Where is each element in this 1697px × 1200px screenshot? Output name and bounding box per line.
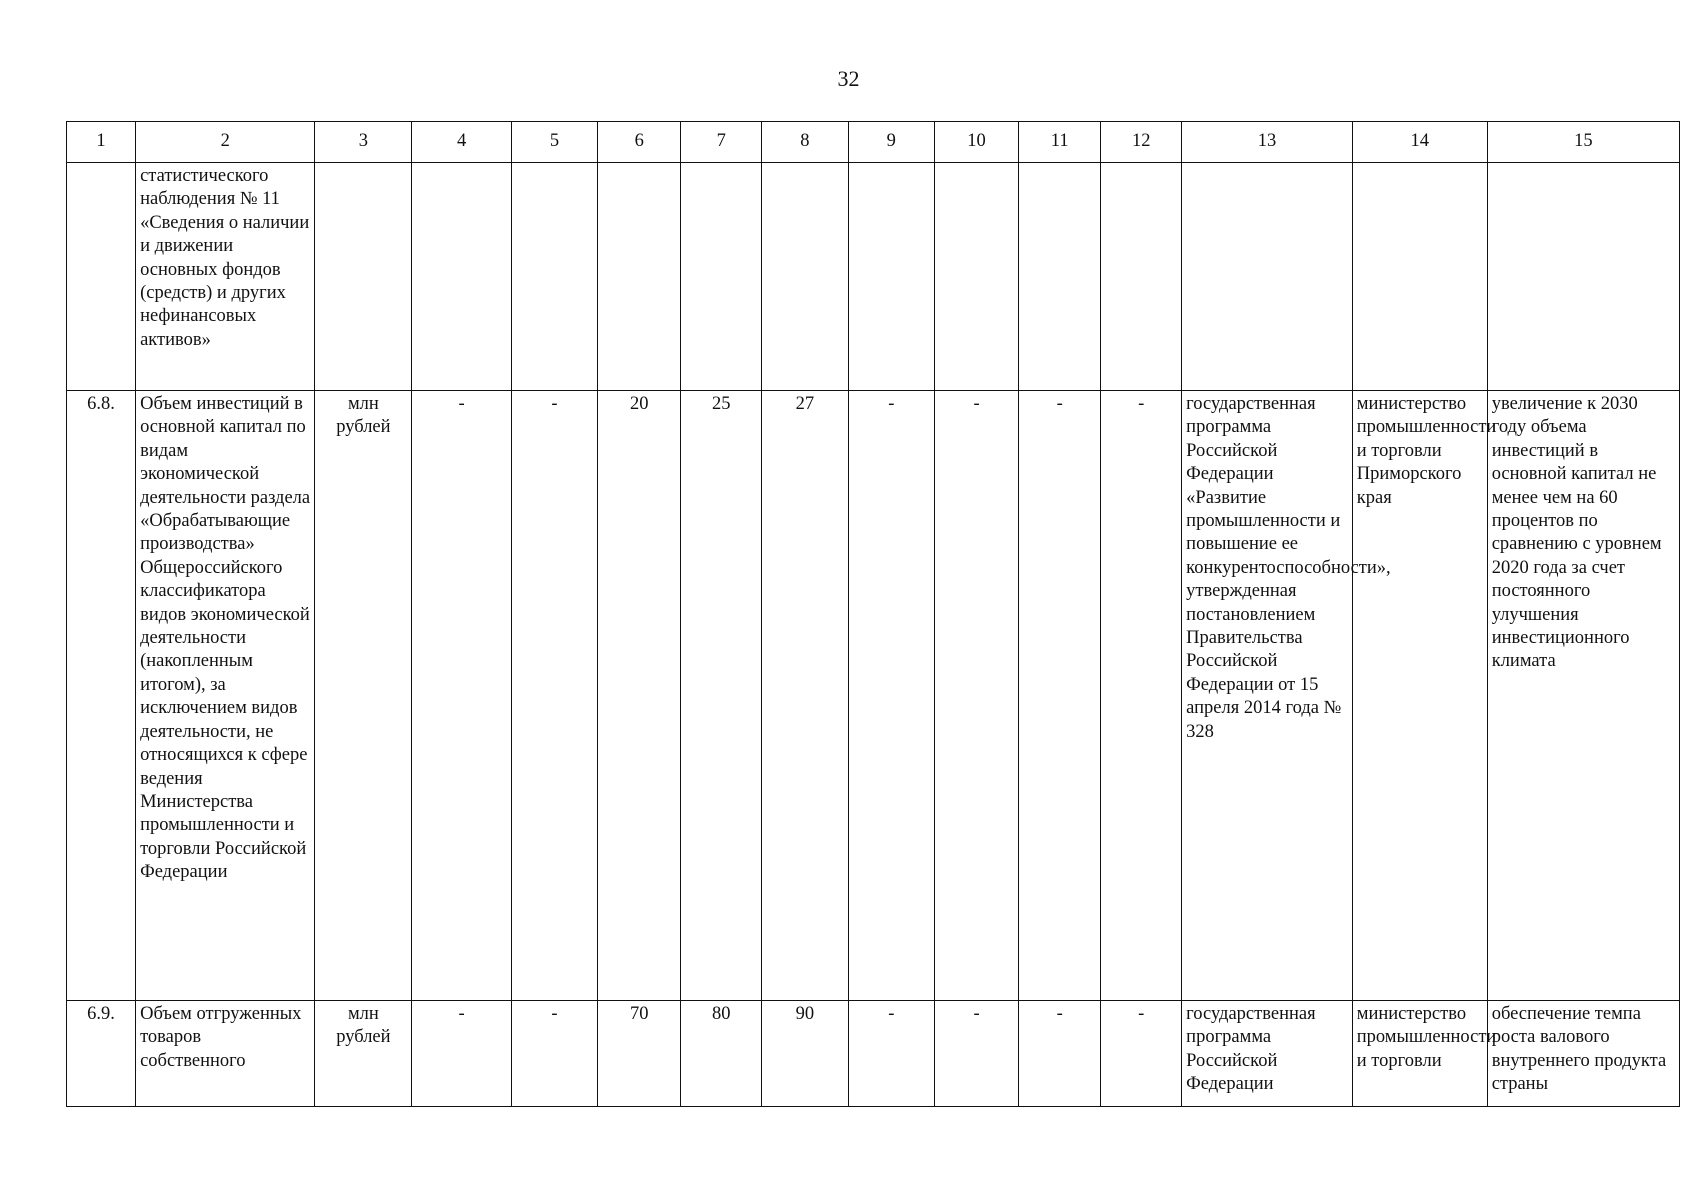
result-cell: обеспечение темпа роста валового внутреннего продукта страны (1487, 1001, 1679, 1107)
column-header: 6 (598, 122, 681, 163)
value-cell (762, 163, 848, 391)
column-header: 12 (1101, 122, 1182, 163)
column-header: 7 (681, 122, 762, 163)
program-cell (1182, 163, 1353, 391)
column-header: 2 (136, 122, 315, 163)
indicators-table (66, 121, 1680, 1107)
value-cell: 90 (762, 1001, 848, 1107)
value-cell: - (511, 391, 597, 1001)
value-cell: 27 (762, 391, 848, 1001)
value-cell (848, 163, 934, 391)
responsible-cell: министерство промышленности и торговли (1352, 1001, 1487, 1107)
value-cell: - (1019, 1001, 1101, 1107)
value-cell: - (848, 391, 934, 1001)
indicator-name-cell: статистического наблюдения № 11 «Сведения о наличии и движении основных фондов (средств) и других нефинансовых активов» (136, 163, 315, 391)
value-cell (412, 163, 511, 391)
value-cell (1019, 163, 1101, 391)
value-cell: 70 (598, 1001, 681, 1107)
value-cell: 20 (598, 391, 681, 1001)
value-cell: - (848, 1001, 934, 1107)
value-cell (511, 163, 597, 391)
result-cell: увеличение к 2030 году объема инвестиций в основной капитал не менее чем на 60 процентов по сравнению с уровнем 2020 года за счет постоянного улучшения инвестиционного климата (1487, 391, 1679, 1001)
responsible-cell (1352, 163, 1487, 391)
value-cell: - (1101, 1001, 1182, 1107)
row-number-cell: 6.8. (67, 391, 136, 1001)
column-header: 1 (67, 122, 136, 163)
value-cell: - (934, 1001, 1018, 1107)
header-row (67, 122, 1680, 163)
value-cell (1101, 163, 1182, 391)
result-cell (1487, 163, 1679, 391)
value-cell: - (934, 391, 1018, 1001)
row-number-cell (67, 163, 136, 391)
responsible-cell: министерство промышленности и торговли Приморского края (1352, 391, 1487, 1001)
value-cell (934, 163, 1018, 391)
unit-cell: млн рублей (315, 1001, 412, 1107)
value-cell: - (1101, 391, 1182, 1001)
column-header: 11 (1019, 122, 1101, 163)
column-header: 3 (315, 122, 412, 163)
value-cell (598, 163, 681, 391)
row-number-cell: 6.9. (67, 1001, 136, 1107)
value-cell: - (412, 1001, 511, 1107)
table-row (67, 391, 1680, 1001)
value-cell: - (1019, 391, 1101, 1001)
column-header: 14 (1352, 122, 1487, 163)
program-cell: государственная программа Российской Федерации «Развитие промышленности и повышение ее конкурентоспособности», утвержденная постановлением Правительства Российской Федерации от 15 апреля 2014 года № 328 (1182, 391, 1353, 1001)
value-cell (681, 163, 762, 391)
column-header: 4 (412, 122, 511, 163)
table-row (67, 1001, 1680, 1107)
value-cell: - (412, 391, 511, 1001)
value-cell: 25 (681, 391, 762, 1001)
indicator-name-cell: Объем инвестиций в основной капитал по видам экономической деятельности раздела «Обрабатывающие производства» Общероссийского классификатора видов экономической деятельности (накопленным итогом), за исключением видов деятельности, не относящихся к сфере ведения Министерства промышленности и торговли Российской Федерации (136, 391, 315, 1001)
column-header: 10 (934, 122, 1018, 163)
column-header: 15 (1487, 122, 1679, 163)
unit-cell (315, 163, 412, 391)
program-cell: государственная программа Российской Федерации (1182, 1001, 1353, 1107)
column-header: 13 (1182, 122, 1353, 163)
column-header: 9 (848, 122, 934, 163)
unit-cell: млн рублей (315, 391, 412, 1001)
column-header: 8 (762, 122, 848, 163)
value-cell: - (511, 1001, 597, 1107)
value-cell: 80 (681, 1001, 762, 1107)
table-row (67, 163, 1680, 391)
column-header: 5 (511, 122, 597, 163)
indicator-name-cell: Объем отгруженных товаров собственного (136, 1001, 315, 1107)
page-number: 32 (837, 66, 860, 91)
